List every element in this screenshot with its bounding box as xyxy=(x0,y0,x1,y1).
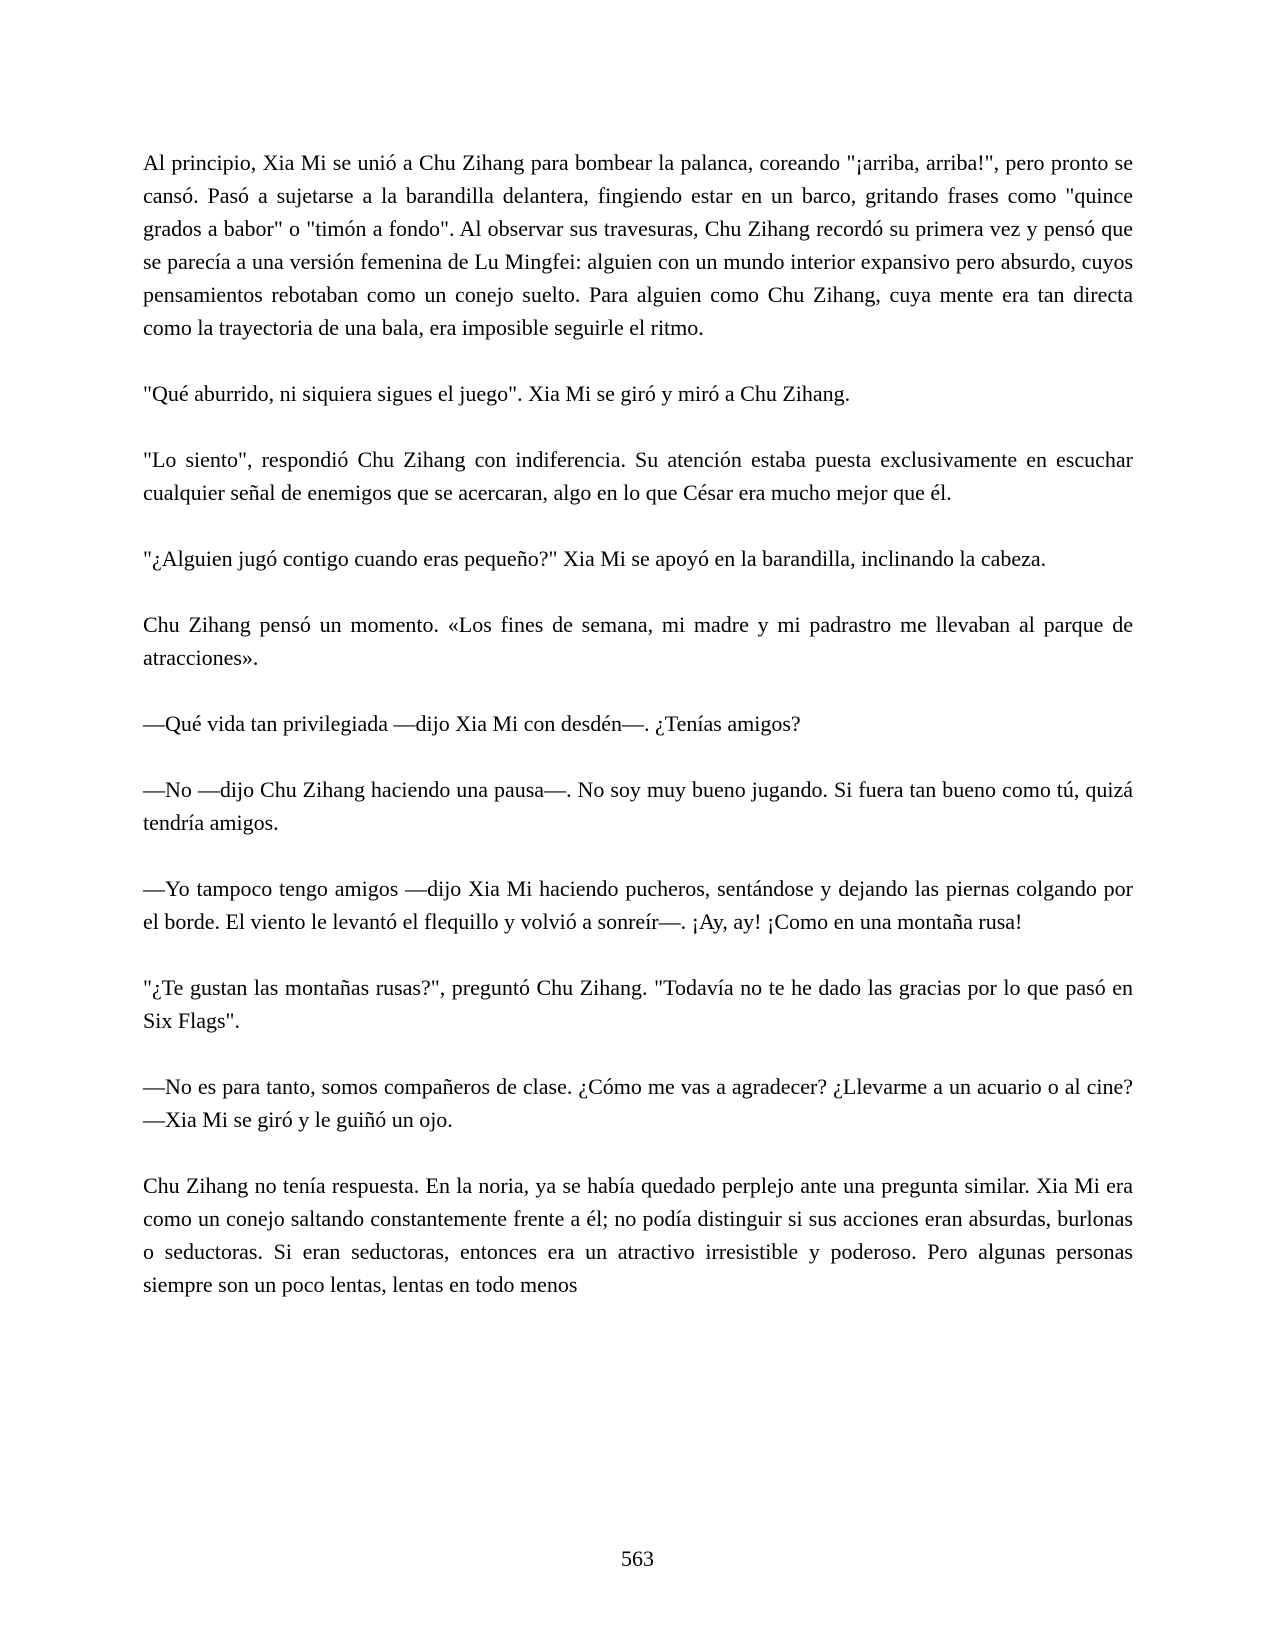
paragraph: "¿Alguien jugó contigo cuando eras pequeño?" Xia Mi se apoyó en la barandilla, inclinando la cabeza. xyxy=(143,546,1047,571)
paragraph: —Yo tampoco tengo amigos —dijo Xia Mi haciendo pucheros, sentándose y dejando las piernas colgando por el borde. El viento le levantó el flequillo y volvió a sonreír—. ¡Ay, ay! ¡Como en una montaña rusa! xyxy=(143,876,1133,934)
paragraph: "Qué aburrido, ni siquiera sigues el juego". Xia Mi se giró y miró a Chu Zihang. xyxy=(143,381,851,406)
paragraph: Chu Zihang pensó un momento. «Los fines de semana, mi madre y mi padrastro me llevaban al parque de atracciones». xyxy=(143,612,1133,670)
paragraph: Al principio, Xia Mi se unió a Chu Zihang para bombear la palanca, coreando "¡arriba, arriba!", pero pronto se cansó. Pasó a sujetarse a la barandilla delantera, fingiendo estar en un barco, gritando frases como "quince grados a babor" o "timón a fondo". Al observar sus travesuras, Chu Zihang recordó su primera vez y pensó que se parecía a una versión femenina de Lu Mingfei: alguien con un mundo interior expansivo pero absurdo, cuyos pensamientos rebotaban como un conejo suelto. Para alguien como Chu Zihang, cuya mente era tan directa como la trayectoria de una bala, era imposible seguirle el ritmo. xyxy=(143,150,1133,340)
paragraph: "Lo siento", respondió Chu Zihang con indiferencia. Su atención estaba puesta exclusivamente en escuchar cualquier señal de enemigos que se acercaran, algo en lo que César era mucho mejor que él. xyxy=(143,447,1133,505)
paragraph: "¿Te gustan las montañas rusas?", preguntó Chu Zihang. "Todavía no te he dado las gracias por lo que pasó en Six Flags". xyxy=(143,975,1133,1033)
paragraph: Chu Zihang no tenía respuesta. En la noria, ya se había quedado perplejo ante una pregunta similar. Xia Mi era como un conejo saltando constantemente frente a él; no podía distinguir si sus acciones eran absurdas, burlonas o seductoras. Si eran seductoras, entonces era un atractivo irresistible y poderoso. Pero algunas personas siempre son un poco lentas, lentas en todo menos xyxy=(143,1173,1133,1297)
page-number: 563 xyxy=(621,1546,654,1571)
paragraph: —No es para tanto, somos compañeros de clase. ¿Cómo me vas a agradecer? ¿Llevarme a un acuario o al cine? —Xia Mi se giró y le guiñó un ojo. xyxy=(143,1074,1133,1132)
paragraph: —No —dijo Chu Zihang haciendo una pausa—. No soy muy bueno jugando. Si fuera tan bueno como tú, quizá tendría amigos. xyxy=(143,777,1133,835)
page-text xyxy=(143,146,1133,1334)
paragraph: —Qué vida tan privilegiada —dijo Xia Mi con desdén—. ¿Tenías amigos? xyxy=(143,711,801,736)
